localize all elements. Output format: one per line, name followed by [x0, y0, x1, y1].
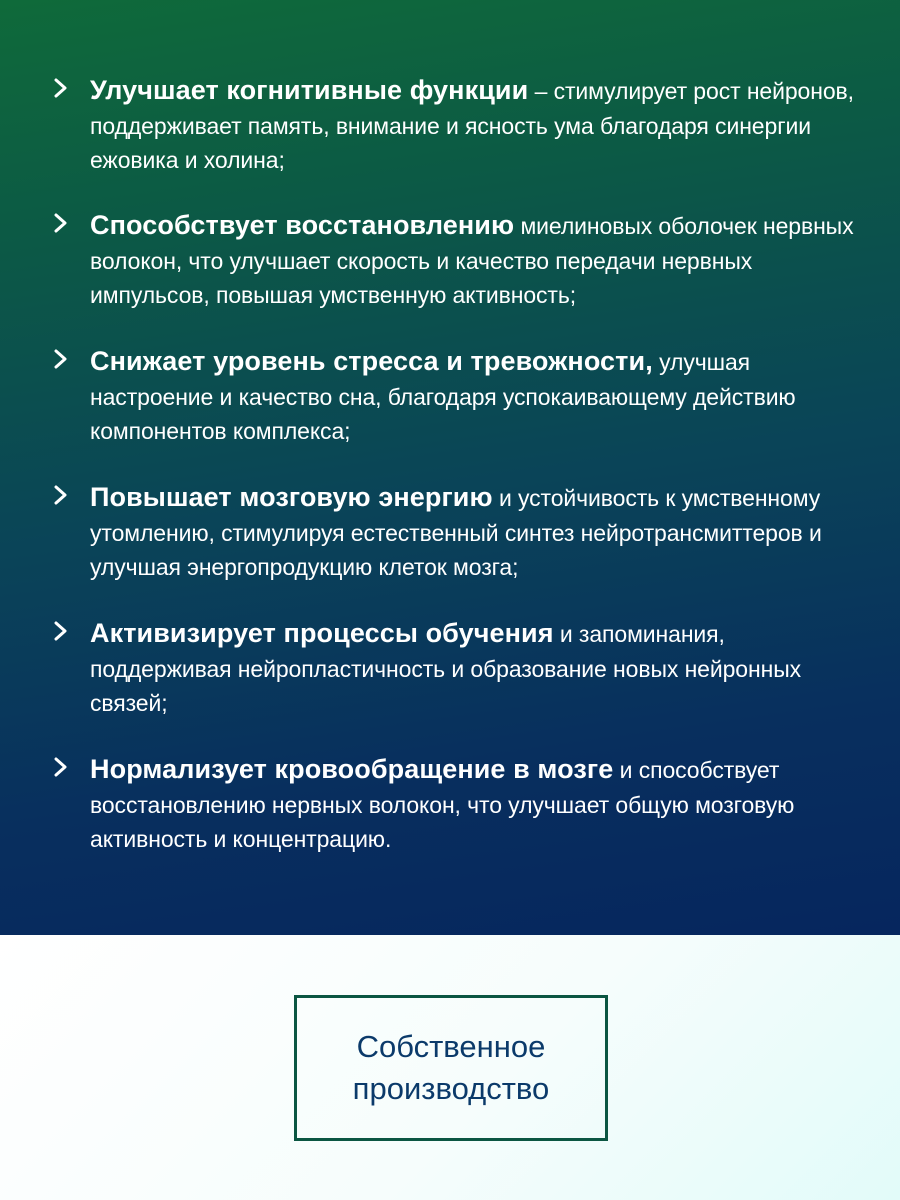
benefit-description: улучшая настроение и качество сна, благодаря успокаивающему действию компонентов комплекса;	[90, 349, 796, 444]
chevron-right-icon	[50, 77, 72, 99]
benefit-item	[50, 480, 860, 585]
benefit-description: – стимулирует рост нейронов, поддерживает память, внимание и ясность ума благодаря синергии ежовика и холина;	[90, 78, 854, 173]
benefit-title: Снижает уровень стресса и тревожности,	[90, 346, 653, 376]
benefit-description: и запоминания, поддерживая нейропластичность и образование новых нейронных связей;	[90, 621, 802, 716]
benefit-item	[50, 73, 860, 178]
chevron-right-icon	[50, 620, 72, 642]
chevron-right-icon	[50, 756, 72, 778]
benefit-item	[50, 344, 860, 449]
benefit-description: и устойчивость к умственному утомлению, стимулируя естественный синтез нейротрансмиттеров и улучшая энергопродукцию клеток мозга;	[90, 485, 822, 580]
benefit-item	[50, 616, 860, 721]
benefit-title: Нормализует кровообращение в мозге	[90, 754, 614, 784]
benefit-text	[90, 616, 860, 721]
benefit-title: Повышает мозговую энергию	[90, 482, 493, 512]
chevron-right-icon	[50, 212, 72, 234]
benefit-text	[90, 208, 860, 313]
benefit-description: миелиновых оболочек нервных волокон, что улучшает скорость и качество передачи нервных импульсов, повышая умственную активность;	[90, 213, 854, 308]
benefit-title: Способствует восстановлению	[90, 210, 515, 240]
benefit-title: Улучшает когнитивные функции	[90, 75, 529, 105]
own-production-badge	[294, 995, 608, 1141]
benefit-text	[90, 73, 860, 178]
benefit-text	[90, 344, 860, 449]
chevron-right-icon	[50, 348, 72, 370]
benefit-description: и способствует восстановлению нервных волокон, что улучшает общую мозговую активность и концентрацию.	[90, 757, 795, 852]
benefit-text	[90, 752, 860, 857]
benefit-item	[50, 208, 860, 313]
benefit-text	[90, 480, 860, 585]
badge-label: Собственное производство	[352, 1029, 550, 1106]
benefit-title: Активизирует процессы обучения	[90, 618, 554, 648]
benefit-item	[50, 752, 860, 857]
chevron-right-icon	[50, 484, 72, 506]
